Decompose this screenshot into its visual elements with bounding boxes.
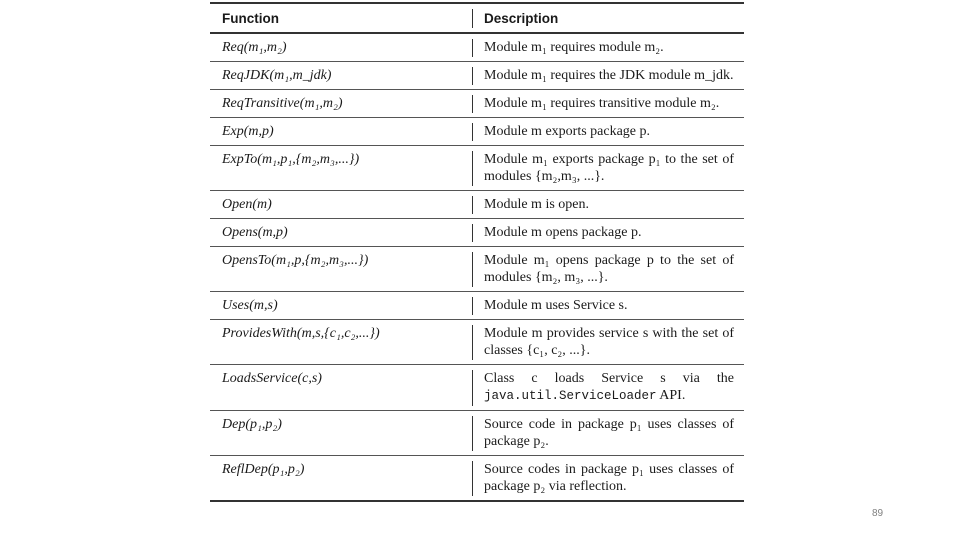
description-suffix: API. [656, 388, 686, 403]
description-text: Module m exports package p. [484, 124, 651, 139]
table-row [210, 219, 744, 247]
function-name: ReflDep [222, 462, 268, 477]
function-name: Uses [222, 298, 250, 313]
function-cell [210, 146, 472, 191]
table-row [210, 62, 744, 90]
description-cell [472, 365, 744, 411]
function-args: (m,p) [257, 225, 288, 240]
table-row [210, 90, 744, 118]
description-text: Module m₁ requires module m₂. [484, 40, 664, 55]
function-cell [210, 191, 472, 219]
description-text: Module m opens package p. [484, 225, 642, 240]
table-row [210, 191, 744, 219]
function-args: (m₁,p₁,{m₂,m₃,...}) [257, 152, 360, 167]
table-row [210, 365, 744, 411]
description-text: Module m₁ requires transitive module m₂. [484, 96, 720, 111]
column-header-function: Function [210, 3, 472, 33]
table-header-row [210, 3, 744, 33]
function-args: (m,p) [243, 124, 274, 139]
function-args: (p₁,p₂) [245, 417, 282, 432]
column-header-description: Description [472, 3, 744, 33]
description-cell [472, 118, 744, 146]
function-cell [210, 247, 472, 292]
function-cell [210, 118, 472, 146]
description-cell [472, 191, 744, 219]
description-text: Module m is open. [484, 197, 589, 212]
description-cell [472, 411, 744, 456]
description-text: Module m provides service s with the set of classes {c₁, c₂, ...}. [484, 326, 734, 358]
description-text: Source codes in package p₁ uses classes of package p₂ via reflection. [484, 462, 734, 494]
function-args: (p₁,p₂) [267, 462, 305, 477]
function-args: (c,s) [297, 371, 322, 386]
function-cell [210, 90, 472, 118]
function-name: OpensTo [222, 253, 272, 268]
table-row [210, 247, 744, 292]
function-cell [210, 62, 472, 90]
function-cell [210, 33, 472, 62]
function-args: (m₁,m_jdk) [269, 68, 332, 83]
function-name: ExpTo [222, 152, 258, 167]
table-row [210, 456, 744, 502]
table-row [210, 118, 744, 146]
table-row [210, 411, 744, 456]
description-cell [472, 320, 744, 365]
function-args: (m₁,m₂) [299, 96, 343, 111]
function-name: ProvidesWith [222, 326, 297, 341]
function-name: ReqTransitive [222, 96, 300, 111]
description-cell [472, 292, 744, 320]
function-name: Exp [222, 124, 244, 139]
function-cell [210, 365, 472, 411]
function-cell [210, 219, 472, 247]
table-row [210, 33, 744, 62]
description-text: Source code in package p₁ uses classes of package p₂. [484, 417, 734, 449]
function-args: (m,s) [249, 298, 278, 313]
description-text: Class c loads Service s via the [484, 371, 734, 386]
function-args: (m₁,p,{m₂,m₃,...}) [271, 253, 369, 268]
description-cell [472, 33, 744, 62]
table-body [210, 33, 744, 501]
function-cell [210, 292, 472, 320]
description-cell [472, 146, 744, 191]
function-name: Open [222, 197, 253, 212]
table-row [210, 292, 744, 320]
function-name: Opens [222, 225, 258, 240]
description-text: Module m₁ exports package p₁ to the set of modules {m₂,m₃, ...}. [484, 152, 734, 184]
description-text: Module m uses Service s. [484, 298, 628, 313]
function-name: ReqJDK [222, 68, 270, 83]
function-args: (m,s,{c₁,c₂,...}) [296, 326, 380, 341]
function-cell [210, 456, 472, 502]
table-row [210, 146, 744, 191]
description-text: Module m₁ requires the JDK module m_jdk. [484, 68, 734, 83]
description-text: Module m₁ opens package p to the set of modules {m₂, m₃, ...}. [484, 253, 734, 285]
description-cell [472, 62, 744, 90]
function-name: Dep [222, 417, 246, 432]
table-row [210, 320, 744, 365]
function-args: (m) [252, 197, 272, 212]
page-number: 89 [872, 508, 884, 519]
function-description-table [210, 2, 744, 502]
description-cell [472, 456, 744, 502]
function-cell [210, 411, 472, 456]
function-name: Req [222, 40, 244, 55]
function-cell [210, 320, 472, 365]
description-cell [472, 90, 744, 118]
function-name: LoadsService [222, 371, 298, 386]
code-text: java.util.ServiceLoader [484, 389, 657, 403]
description-cell [472, 219, 744, 247]
description-cell [472, 247, 744, 292]
function-args: (m₁,m₂) [243, 40, 287, 55]
